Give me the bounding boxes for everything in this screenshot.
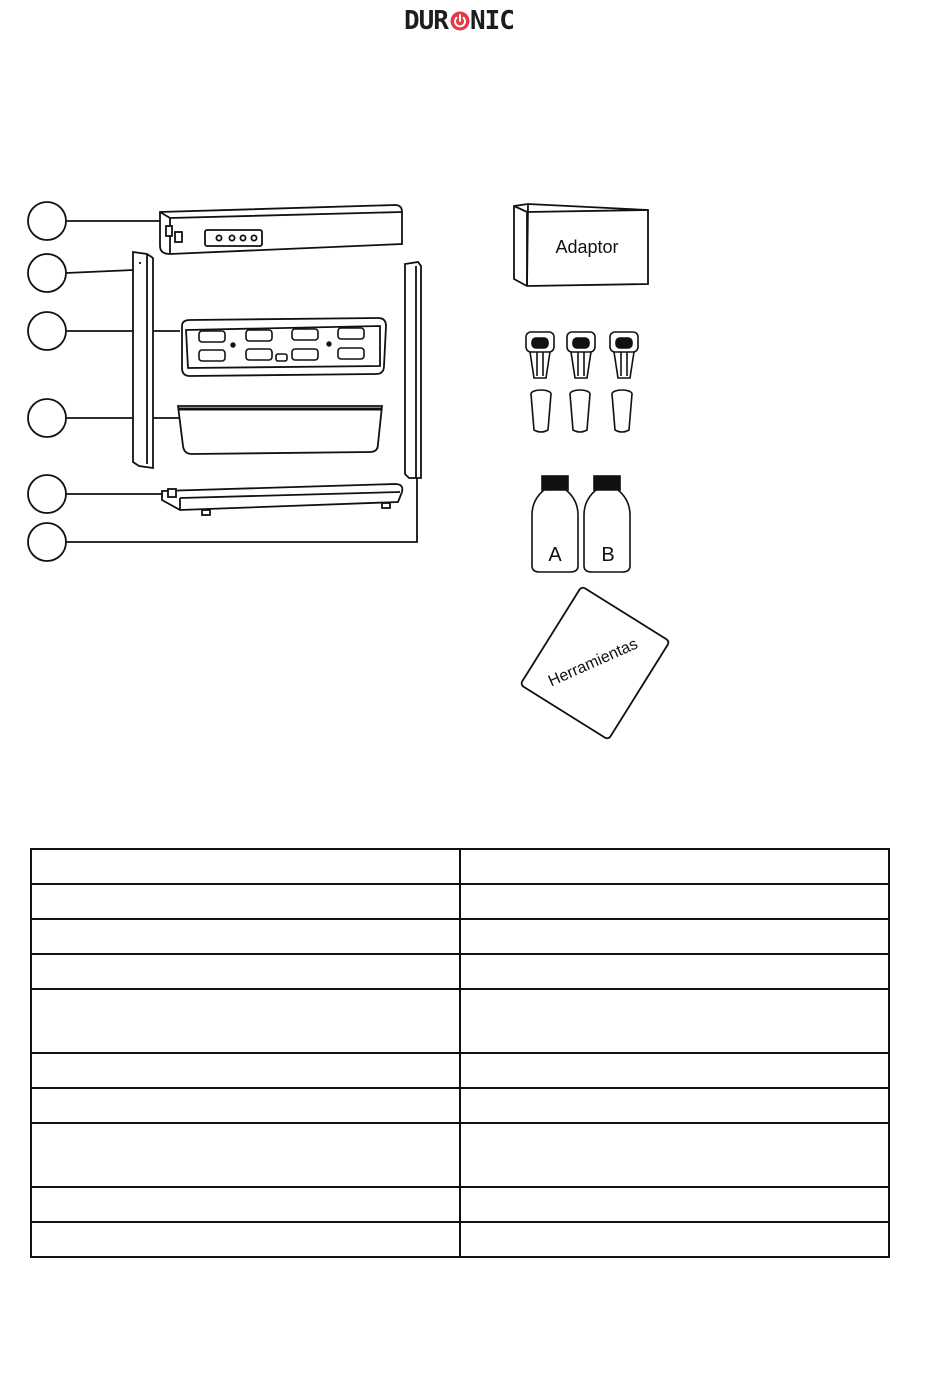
table-row [31,1187,889,1222]
table-row [31,1088,889,1123]
brand-name-right: NIC [470,6,514,36]
table-cell-right [460,849,889,884]
water-tank-part [178,406,382,454]
adaptor-label: Adaptor [555,237,619,257]
planting-deck-part [182,318,386,376]
callout-circle-3 [28,312,66,350]
table-cell-left [31,1187,460,1222]
parts-diagram [0,180,950,750]
table-cell-left [31,1053,460,1088]
brand-logo [404,6,516,36]
plant-pod-holders [526,332,638,378]
table-cell-right [460,884,889,919]
grow-sponges [531,390,632,432]
table-cell-left [31,849,460,884]
callout-circle-1 [28,202,66,240]
table-cell-right [460,1053,889,1088]
table-cell-left [31,989,460,1053]
table-cell-right [460,954,889,989]
nutrient-bottles [532,476,630,572]
table-cell-right [460,989,889,1053]
base-part [162,484,402,515]
table-cell-right [460,919,889,954]
parts-table [30,848,890,1258]
table-cell-left [31,1123,460,1187]
left-pole-part [133,252,153,468]
table-cell-right [460,1222,889,1257]
table-cell-right [460,1123,889,1187]
bottle-b-label: B [601,544,615,566]
table-row [31,919,889,954]
table-row [31,1222,889,1257]
table-cell-right [460,1088,889,1123]
table-row [31,849,889,884]
brand-name-left: DUR [404,6,448,36]
table-cell-left [31,884,460,919]
table-cell-left [31,1222,460,1257]
bottle-a-label: A [548,544,562,566]
callout-circle-2 [28,254,66,292]
callout-circle-5 [28,475,66,513]
table-row [31,1053,889,1088]
power-icon [450,11,470,31]
table-cell-left [31,1088,460,1123]
table-row [31,989,889,1053]
callout-circle-6 [28,523,66,561]
table-row [31,954,889,989]
table-cell-left [31,919,460,954]
table-row [31,884,889,919]
callout-circle-4 [28,399,66,437]
parts-table-body [31,849,889,1257]
right-pole-part [405,262,421,478]
table-cell-left [31,954,460,989]
tools-label: Herramientas [545,635,641,691]
table-row [31,1123,889,1187]
light-panel-part [160,205,402,254]
table-cell-right [460,1187,889,1222]
